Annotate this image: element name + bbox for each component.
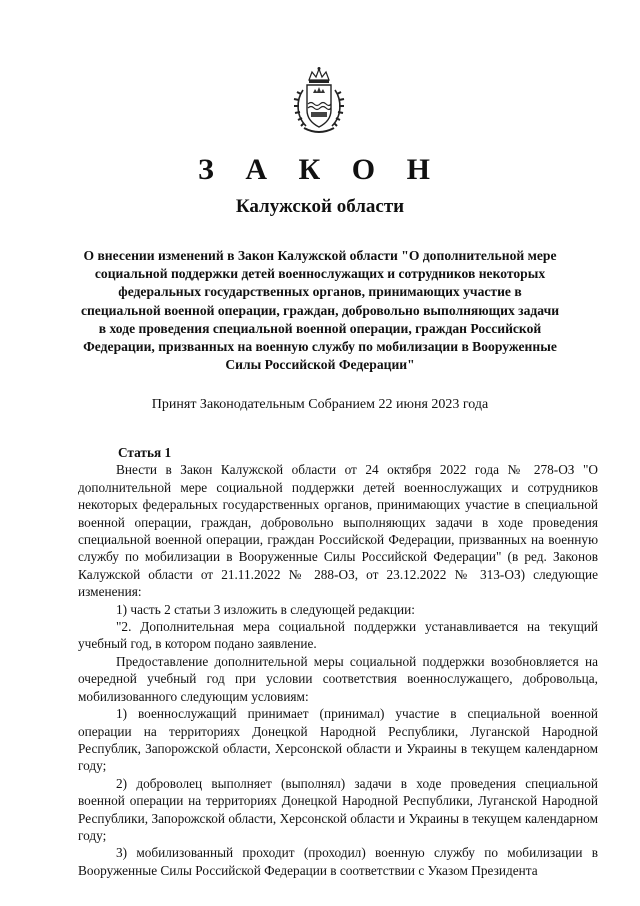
law-title: З А К О Н <box>198 153 442 186</box>
paragraph: 1) часть 2 статьи 3 изложить в следующей редакции: <box>116 601 415 617</box>
paragraph: 3) мобилизованный проходит (проходил) военную службу по мобилизации в Вооруженные Силы Российской Федерации в соответствии с Указом Президента <box>78 845 598 878</box>
paragraph: Предоставление дополнительной меры социальной поддержки возобновляется на очередной учебный год при условии соответствия военнослужащего, добровольца, мобилизованного следующим условиям: <box>78 653 598 704</box>
article-heading: Статья 1 <box>118 445 172 460</box>
paragraph: 2) доброволец выполняет (выполнял) задачи в ходе проведения специальной военной операции на территориях Донецкой Народной Республики, Луганской Народной Республики, Запорожской области, Херсонской области и Украины в текущем календарном году; <box>78 775 598 843</box>
coat-of-arms-icon <box>290 66 348 136</box>
law-region: Калужской области <box>235 196 405 217</box>
document-body <box>78 444 598 879</box>
adoption-line: Принят Законодательным Собранием 22 июня 2023 года <box>151 397 489 412</box>
paragraph: "2. Дополнительная мера социальной поддержки устанавливается на текущий учебный год, в котором подано заявление. <box>78 619 598 652</box>
paragraph: Внести в Закон Калужской области от 24 октября 2022 года № 278-ОЗ "О дополнительной мере социальной поддержки детей военнослужащих и сотрудников некоторых федеральных государственных органов, принимающих участие в специальной военной операции, граждан, добровольно выполняющих задачи в ходе проведения специальной военной операции, граждан Российской Федерации, призванных на военную службу по мобилизации в Вооруженные Силы Российской Федерации" (в ред. Законов Калужской области от 21.11.2022 № 288-ОЗ, от 23.12.2022 № 313-ОЗ) следующие изменения: <box>78 462 598 600</box>
law-heading: О внесении изменений в Закон Калужской области "О дополнительной мере социальной поддержки детей военнослужащих и сотрудников некоторых федеральных государственных органов, принимающих участие в специальной военной операции, граждан, добровольно выполняющих задачи в ходе проведения специальной военной операции, граждан Российской Федерации, призванных на военную службу по мобилизации в Вооруженные Силы Российской Федерации" <box>80 248 560 373</box>
paragraph: 1) военнослужащий принимает (принимал) участие в специальной военной операции на территориях Донецкой Народной Республики, Луганской Народной Республик, Запорожской области, Херсонской области и Украины в текущем календарном году; <box>78 706 598 774</box>
